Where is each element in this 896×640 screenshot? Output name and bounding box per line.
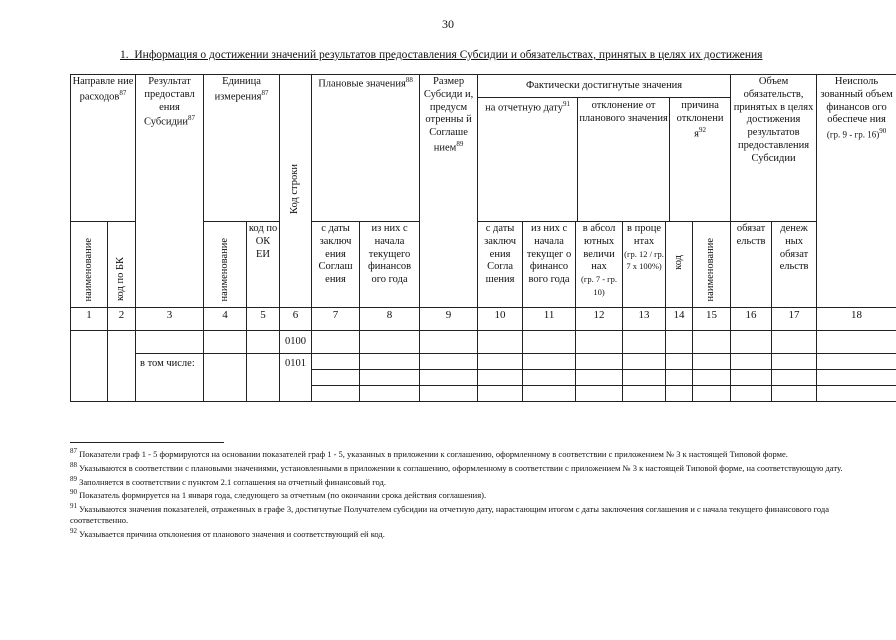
- col-number: 5: [247, 308, 280, 331]
- heading-number: 1.: [120, 49, 129, 61]
- col-number: 11: [523, 308, 576, 331]
- sub-kbk: код по БК: [108, 222, 136, 308]
- row-code: 0101: [280, 354, 312, 402]
- header-plan: Плановые значения$^{88}$: [312, 75, 420, 222]
- header-row-1: [71, 75, 896, 222]
- header-result: Результат предоставл ения Субсидии$^{87}$: [136, 75, 204, 308]
- header-subsidy-size: Размер Субсиди и, предусм отренны й Соглаше нием$^{89}$: [420, 75, 478, 308]
- heading-text: Информация о достижении значений результатов предоставления Субсидии и обязательствах, принятых в целях их достижения: [134, 49, 763, 61]
- table-row: [71, 331, 896, 354]
- footnote: $^{87}$ Показатели граф 1 - 5 формируются на основании показателей граф 1 - 5, указанных в приложении к соглашению, оформленному в соответствии с приложением № 3 к настоящей Типовой форме.: [70, 447, 788, 459]
- header-fact-date: на отчетную дату$^{91}$: [478, 98, 578, 221]
- col-number: 2: [108, 308, 136, 331]
- footnote: $^{88}$ Указываются в соответствии с плановыми значениями, установленными в приложении к соглашению, оформленному в соответствии с приложением № 3 к настоящей Типовой форме, на соответствующую дату.: [70, 460, 843, 473]
- col-number: 4: [204, 308, 247, 331]
- row-label: в том числе:: [136, 354, 204, 402]
- page-number: 30: [442, 17, 454, 31]
- header-fact-title: Фактически достигнутые значения: [478, 75, 730, 98]
- header-obligations: Объем обязательств, принятых в целях достижения результатов предоставления Субсидии: [731, 75, 817, 222]
- col-number: 1: [71, 308, 108, 331]
- footnote: $^{92}$ Указывается причина отклонения от планового значения и соответствующий ей код.: [70, 527, 385, 539]
- sub-name: наименование: [71, 222, 108, 308]
- footnotes: [70, 446, 870, 540]
- col-number: 13: [623, 308, 666, 331]
- sub-okei: код по ОК ЕИ: [247, 222, 280, 308]
- footnote: $^{91}$ Указываются значения показателей, отраженных в графе 3, достигнутые Получателем субсидии на отчетную дату, нарастающим итогом с даты заключения соглашения и с начала текущего финансового года соответственно.: [70, 502, 830, 526]
- col-number: 9: [420, 308, 478, 331]
- sub-pct: в проце нтах (гр. 12 / гр. 7 x 100%): [623, 222, 666, 308]
- sub-money: денеж ных обязат ельств: [772, 222, 817, 308]
- footnote: $^{90}$ Показатель формируется на 1 января года, следующего за отчетным (по окончании срока действия соглашения).: [70, 488, 487, 501]
- sub-plan-agreement: с даты заключ ения Соглаш ения: [312, 222, 360, 308]
- header-row-code: Код строки: [280, 75, 312, 308]
- header-reason: причина отклонени $я^{92}$: [676, 100, 724, 140]
- footnote-divider: [70, 442, 224, 443]
- col-number: 6: [280, 308, 312, 331]
- header-deviation: отклонение от планового значения: [578, 98, 670, 221]
- table-row: [71, 354, 896, 370]
- results-table: [70, 74, 896, 402]
- col-number: 7: [312, 308, 360, 331]
- sub-reason-code: код: [666, 222, 693, 308]
- col-number: 8: [360, 308, 420, 331]
- sub-plan-year: из них с начала текущего финансов ого года: [360, 222, 420, 308]
- col-number: 14: [666, 308, 693, 331]
- sub-reason-name: наименование: [693, 222, 731, 308]
- footnote: $^{89}$ Заполняется в соответствии с пунктом 2.1 соглашения на отчетный финансовый год.: [70, 474, 386, 487]
- col-number: 18: [817, 308, 896, 331]
- sub-unit-name: наименование: [204, 222, 247, 308]
- row-code: 0100: [280, 331, 312, 354]
- sub-obligations: обязат ельств: [731, 222, 772, 308]
- column-numbers-row: [71, 308, 896, 331]
- sub-fact-agreement: с даты заключ ения Согла шения: [478, 222, 523, 308]
- sub-fact-year: из них с начала текущег о финансо вого года: [523, 222, 576, 308]
- header-direction: Направле ние расходов$^{87}$: [71, 75, 136, 222]
- col-number: 12: [576, 308, 623, 331]
- col-number: 3: [136, 308, 204, 331]
- col-number: 17: [772, 308, 817, 331]
- col-number: 16: [731, 308, 772, 331]
- col-number: 15: [693, 308, 731, 331]
- sub-abs: в абсол ютных величи нах (гр. 7 - гр. 10): [576, 222, 623, 308]
- section-heading: [120, 49, 762, 61]
- header-fact: [478, 75, 731, 222]
- col-number: 10: [478, 308, 523, 331]
- header-unused: Неисполь зованный объем финансов ого обеспече ния (гр. 9 - гр. 16)$^{90}$: [817, 75, 896, 308]
- header-unit: Единица измерения$^{87}$: [204, 75, 280, 222]
